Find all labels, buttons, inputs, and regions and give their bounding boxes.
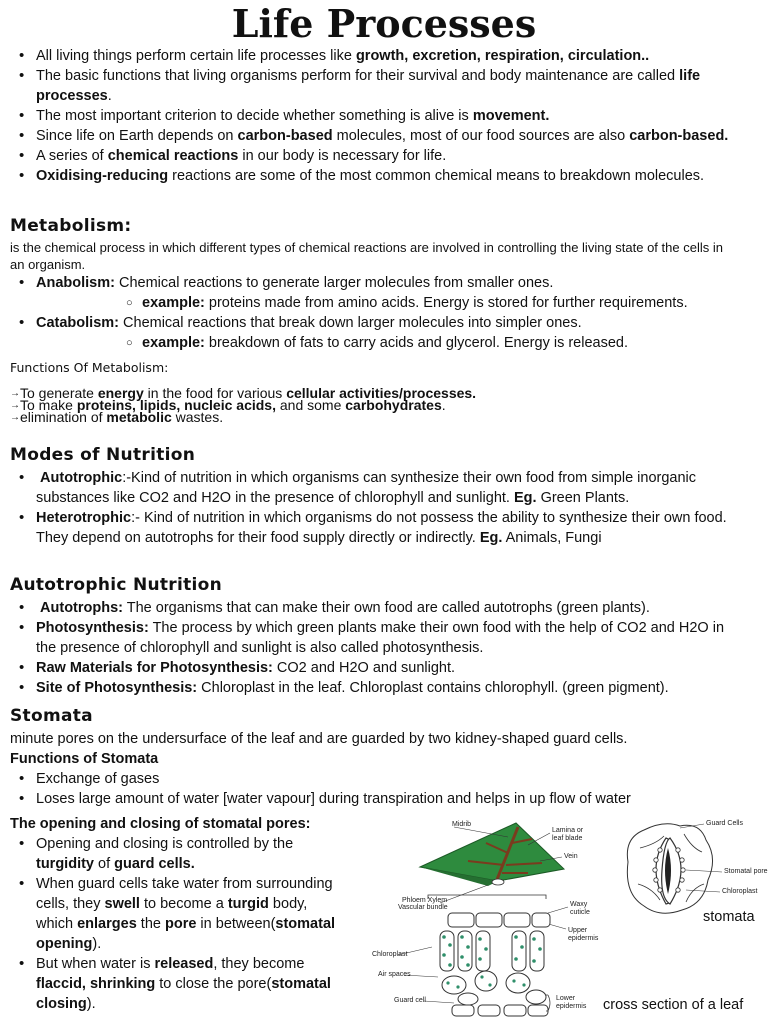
metabolism-list xyxy=(0,273,750,353)
function-line: → elimination of metabolic wastes. xyxy=(10,409,224,425)
metabolism-definition: is the chemical process in which different types of chemical reactions are involved in controlling the living state of the cells in an organism. xyxy=(10,240,723,272)
stomata-definition: minute pores on the undersurface of the leaf and are guarded by two kidney-shaped guard cells. xyxy=(10,731,628,747)
label-upper: Upper epidermis xyxy=(568,927,599,942)
lower-epidermis-cells xyxy=(452,1005,548,1016)
heterotrophic-item: • Heterotrophic:- Kind of nutrition in which organisms do not possess the ability to synthesize their own food. They depend on autotrophs for their food supply directly or indirectly. Eg. Animals, Fungi xyxy=(0,508,730,548)
list-item: • Site of Photosynthesis: Chloroplast in the leaf. Chloroplast contains chlorophyll. (green pigment). xyxy=(0,678,730,698)
stomata-caption: stomata xyxy=(703,909,755,925)
leaf-cross-section-svg xyxy=(368,815,618,1020)
label-chloroplast: Chloroplast xyxy=(372,951,408,958)
label-lamina: Lamina or leaf blade xyxy=(552,827,584,842)
label-waxy: Waxy cuticle xyxy=(570,901,590,916)
chloroplast-dots xyxy=(442,935,542,967)
intro-list xyxy=(0,46,738,186)
list-item: • Photosynthesis: The process by which green plants make their own food with the help of CO2 and H2O in the presence of chlorophyll and sunlight is also called photosynthesis. xyxy=(0,618,730,658)
list-item: • Oxidising-reducing reactions are some of the most common chemical means to breakdown molecules. xyxy=(0,166,738,186)
label-guard: Guard cell xyxy=(394,997,426,1004)
upper-epidermis-cells xyxy=(448,913,550,927)
label-stoma-chloroplast: Chloroplast xyxy=(722,888,758,895)
label-air: Air spaces xyxy=(378,971,411,978)
leaf-diagram xyxy=(368,815,618,1020)
list-item: • The most important criterion to decide whether something is alive is movement. xyxy=(0,106,738,126)
stomata-functions-list xyxy=(0,769,740,809)
anabolism-item: • Anabolism: Chemical reactions to generate larger molecules from smaller ones. xyxy=(0,273,750,293)
list-item: • But when water is released, they become flaccid, shrinking to close the pore(stomatal closing). xyxy=(0,954,348,1014)
arrow-icon: → xyxy=(10,400,20,411)
metabolism-heading: Metabolism: xyxy=(10,216,132,236)
nutrition-list xyxy=(0,468,730,548)
page-title: Life Processes xyxy=(231,1,537,46)
arrow-icon: → xyxy=(10,412,20,423)
catabolism-item: • Catabolism: Chemical reactions that break down larger molecules into simpler ones. xyxy=(0,313,750,333)
list-item: • Exchange of gases xyxy=(0,769,740,789)
list-item: • When guard cells take water from surrounding cells, they swell to become a turgid body, which enlarges the pore in between(stomatal opening). xyxy=(0,874,348,954)
label-lower: Lower epidermis xyxy=(556,995,587,1010)
autotrophic-list xyxy=(0,598,730,698)
opening-heading: The opening and closing of stomatal pores: xyxy=(10,816,311,832)
autotrophic-heading: Autotrophic Nutrition xyxy=(10,575,223,595)
list-item: • The basic functions that living organisms perform for their survival and body maintenance are called life processes. xyxy=(0,66,738,106)
palisade-cells xyxy=(440,931,544,971)
stomata-heading: Stomata xyxy=(10,706,93,726)
catabolism-example: ○ example: breakdown of fats to carry acids and glycerol. Energy is released. xyxy=(0,333,750,353)
label-vascular: Vascular bundle xyxy=(398,904,448,911)
label-midrib: Midrib xyxy=(452,821,472,828)
list-item: • All living things perform certain life processes like growth, excretion, respiration, circulation.. xyxy=(0,46,738,66)
list-item: • Autotrophs: The organisms that can make their own food are called autotrophs (green plants). xyxy=(0,598,730,618)
function-line: → To generate energy in the food for various cellular activities/processes. xyxy=(10,385,477,401)
label-phloem: Phloem Xylem xyxy=(402,897,448,904)
functions-heading: Functions Of Metabolism: xyxy=(10,360,169,375)
label-vein: Vein xyxy=(564,853,578,860)
list-item: • A series of chemical reactions in our body is necessary for life. xyxy=(0,146,738,166)
autotrophic-item: • Autotrophic:-Kind of nutrition in which organisms can synthesize their own food from simple inorganic substances like CO2 and H2O in the presence of chlorophyll and sunlight. Eg. Green Plants. xyxy=(0,468,730,508)
label-stomatal-pore: Stomatal pore xyxy=(724,868,768,875)
opening-list xyxy=(0,834,348,1014)
cut-section-shape xyxy=(492,879,504,885)
list-item: • Loses large amount of water [water vapour] during transpiration and helps in up flow of water xyxy=(0,789,740,809)
leaf-caption: cross section of a leaf xyxy=(603,997,744,1013)
nutrition-heading: Modes of Nutrition xyxy=(10,445,196,465)
label-guard-cells: Guard Cells xyxy=(706,820,743,827)
arrow-icon: → xyxy=(10,388,20,399)
list-item: • Raw Materials for Photosynthesis: CO2 and H2O and sunlight. xyxy=(0,658,730,678)
list-item: • Opening and closing is controlled by the turgidity of guard cells. xyxy=(0,834,348,874)
list-item: • Since life on Earth depends on carbon-based molecules, most of our food sources are also carbon-based. xyxy=(0,126,738,146)
anabolism-example: ○ example: proteins made from amino acids. Energy is stored for further requirements. xyxy=(0,293,750,313)
stomata-functions-heading: Functions of Stomata xyxy=(10,751,159,767)
function-line: → To make proteins, lipids, nucleic acids, and some carbohydrates. xyxy=(10,397,446,413)
functions-list xyxy=(0,387,740,423)
